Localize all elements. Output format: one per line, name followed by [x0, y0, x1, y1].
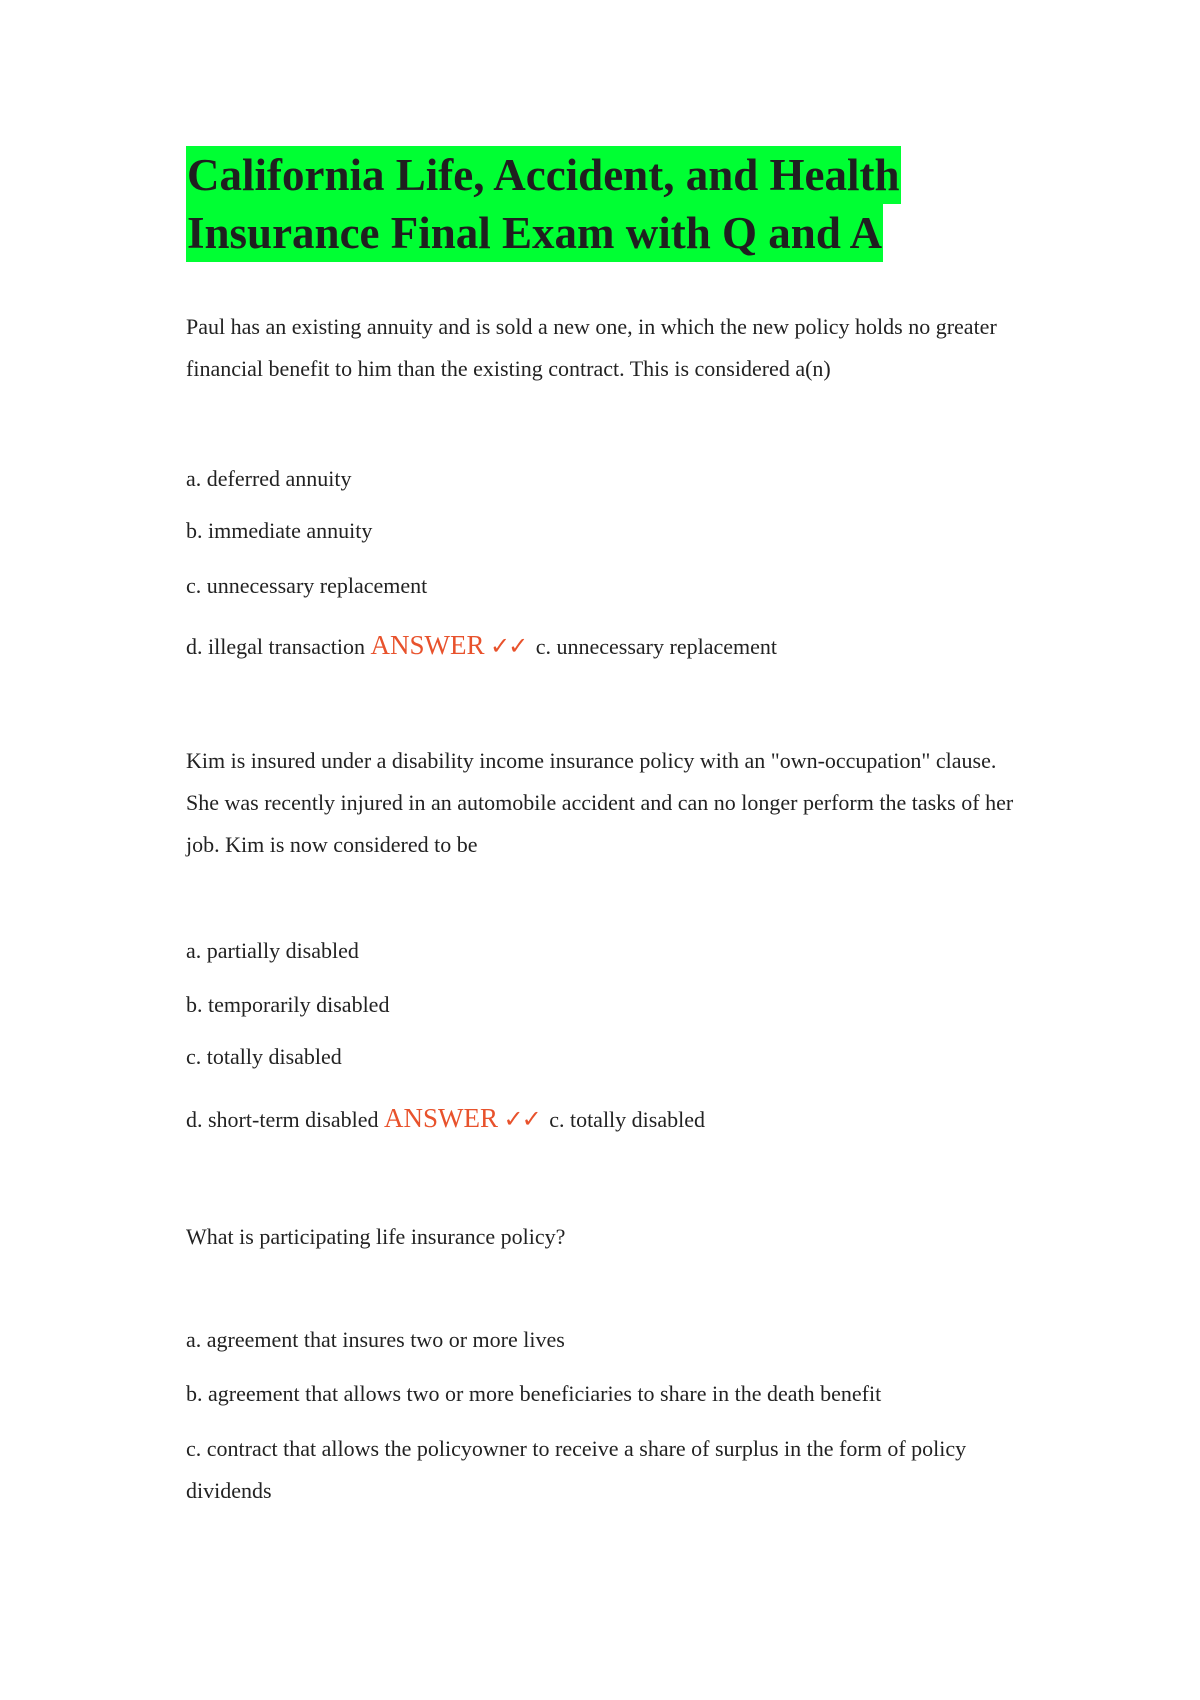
- question-2-text: Kim is insured under a disability income insurance policy with an "own-occupation" clause. She was recently injured in an automobile accident and can no longer perform the tasks of her job. Kim is now considered to be: [186, 748, 1014, 857]
- question-2-answer: c. totally disabled: [549, 1107, 705, 1132]
- question-1-option-a: a. deferred annuity: [186, 466, 352, 491]
- question-2-option-d: d. short-term disabled: [186, 1107, 379, 1132]
- title-line-1: California Life, Accident, and Health: [186, 146, 901, 204]
- question-2-option-b: b. temporarily disabled: [186, 992, 390, 1017]
- question-1-answer: c. unnecessary replacement: [535, 634, 777, 659]
- question-2-check-icon: ✓✓: [503, 1105, 540, 1133]
- question-3-option-a: a. agreement that insures two or more lives: [186, 1327, 565, 1352]
- question-1-option-d-line: [186, 630, 777, 662]
- question-1-text: Paul has an existing annuity and is sold a new one, in which the new policy holds no greater financial benefit to him than the existing contract. This is considered a(n): [186, 314, 997, 381]
- question-1-check-icon: ✓✓: [490, 632, 527, 660]
- question-1-option-b: b. immediate annuity: [186, 518, 373, 543]
- question-2-option-c: c. totally disabled: [186, 1044, 342, 1069]
- question-3-text: What is participating life insurance policy?: [186, 1224, 566, 1249]
- question-1-option-c: c. unnecessary replacement: [186, 573, 428, 598]
- question-3-option-b: b. agreement that allows two or more beneficiaries to share in the death benefit: [186, 1381, 882, 1406]
- question-2-answer-label: ANSWER: [383, 1103, 498, 1133]
- question-3-option-c: c. contract that allows the policyowner to receive a share of surplus in the form of policy dividends: [186, 1436, 967, 1503]
- title-line-2: Insurance Final Exam with Q and A: [186, 204, 883, 262]
- question-1-answer-label: ANSWER: [370, 630, 485, 660]
- question-2-option-d-line: [186, 1103, 705, 1135]
- document-title: [186, 146, 901, 262]
- question-2-option-a: a. partially disabled: [186, 938, 359, 963]
- question-1-option-d: d. illegal transaction: [186, 634, 365, 659]
